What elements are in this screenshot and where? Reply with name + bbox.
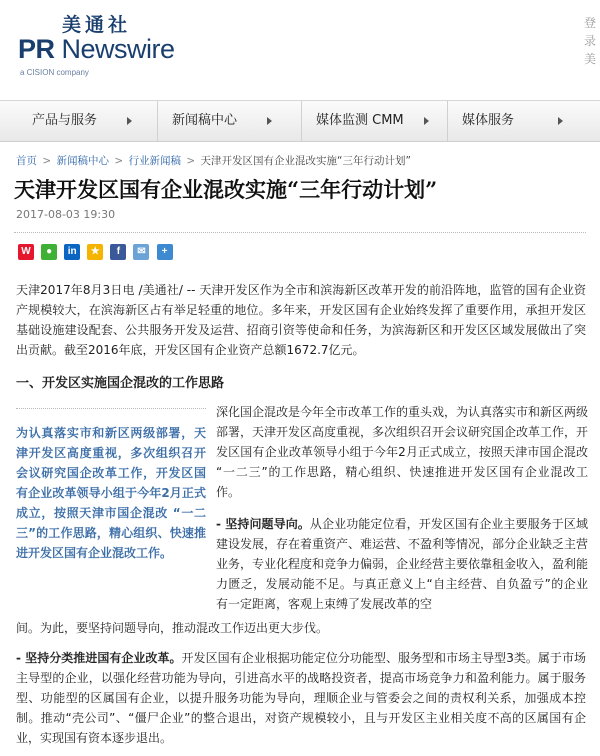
paragraph-lead: - 坚持分类推进国有企业改革。 bbox=[16, 651, 182, 665]
logo-pr: PR bbox=[18, 34, 62, 64]
weibo-icon[interactable]: W bbox=[18, 244, 34, 260]
nav-item-media-services[interactable] bbox=[448, 101, 600, 141]
breadcrumb-current: 天津开发区国有企业混改实施“三年行动计划” bbox=[200, 155, 411, 167]
breadcrumb bbox=[16, 153, 411, 168]
main-nav bbox=[0, 100, 600, 142]
paragraph-lead: - 坚持问题导向。 bbox=[216, 517, 310, 531]
header-right-fragment[interactable]: 登 bbox=[583, 16, 596, 30]
header-right-links[interactable] bbox=[568, 14, 596, 66]
article-paragraph: 天津2017年8月3日电 /美通社/ -- 天津开发区作为全市和滨海新区改革开发的前沿阵地，监管的国有企业资产规模较大，在滨海新区占有举足轻重的地位。多年来，开发区国有企业始终发挥了重要作用，承担开发区基础设施建设配套、公共服务开发及运营、招商引资等使命和任务，为滨海新区和开发区区域发展做出了突出贡献。截至2016年底，开发区国有企业资产总额1672.7亿元。 bbox=[16, 283, 586, 357]
chevron-right-icon bbox=[127, 117, 132, 125]
breadcrumb-separator: > bbox=[186, 155, 196, 167]
nav-item-products[interactable] bbox=[18, 101, 158, 141]
breadcrumb-industry[interactable]: 行业新闻稿 bbox=[128, 155, 181, 167]
more-icon[interactable]: + bbox=[157, 244, 173, 260]
facebook-icon[interactable]: f bbox=[110, 244, 126, 260]
breadcrumb-news-center[interactable]: 新闻稿中心 bbox=[56, 155, 109, 167]
nav-item-label: 产品与服务 bbox=[32, 113, 98, 128]
nav-item-label: 媒体监测 CMM bbox=[316, 113, 404, 128]
logo-chinese[interactable]: 美通社 bbox=[62, 14, 132, 36]
qzone-icon[interactable]: ★ bbox=[87, 244, 103, 260]
chevron-right-icon bbox=[558, 117, 563, 125]
article-paragraph: 深化国企混改是今年全市改革工作的重头戏，为认真落实市和新区两级部署，天津开发区高度重视，多次组织召开会议研究国企改革工作，开发区国有企业改革领导小组于今年2月正式成立，按照天津市国企混改 “一二三”的工作思路，精心组织、快速推进开发区国有企业混改工作。 bbox=[216, 405, 589, 499]
paragraph-body: 从企业功能定位看，开发区国有企业主要服务于区域建设发展，存在着重资产、难运营、不盈利等情况，部分企业缺乏主营业务，专业化程度和竞争力偏弱，企业经营主要依靠租金收入，盈利能力匮乏，发展动能不足。与真正意义上“自主经营、自负盈亏”的企业有一定距离，客观上束缚了发展改革的空 bbox=[216, 517, 589, 611]
share-bar bbox=[18, 244, 175, 262]
pull-quote: 为认真落实市和新区两级部署，天津开发区高度重视，多次组织召开会议研究国企改革工作，开发区国有企业改革领导小组于今年2月正式成立，按照天津市国企混改 “一二三”的工作思路，精心组织、快速推进开发区国有企业混改工作。 bbox=[16, 408, 206, 563]
email-icon[interactable]: ✉ bbox=[133, 244, 149, 260]
divider bbox=[14, 232, 586, 233]
paragraph-body: 开发区国有企业根据功能定位分功能型、服务型和市场主导型3类。属于市场主导型的企业，以强化经营功能为导向，引进高水平的战略投资者，提高市场竞争力和盈利能力。属于服务型、功能型的区属国有企业，以提升服务功能为导向，理顺企业与管委会之间的责权利关系，加强成本控制。推动“壳公司”、“僵尸企业”的整合退出，对资产规模较小，且与开发区主业相关度不高的区属国有企业，实现国有资本逐步退出。 bbox=[16, 651, 586, 745]
chevron-right-icon bbox=[267, 117, 272, 125]
chevron-right-icon bbox=[424, 117, 429, 125]
site-header bbox=[0, 0, 600, 96]
linkedin-icon[interactable]: in bbox=[64, 244, 80, 260]
article-paragraph: 间。为此，要坚持问题导向，推动混改工作迈出更大步伐。 bbox=[16, 621, 329, 635]
article-title: 天津开发区国有企业混改实施“三年行动计划” bbox=[14, 177, 438, 202]
logo-tagline: a CISION company bbox=[20, 68, 89, 77]
section-heading: 一、开发区实施国企混改的工作思路 bbox=[16, 376, 225, 391]
breadcrumb-separator: > bbox=[114, 155, 124, 167]
nav-item-cmm[interactable] bbox=[302, 101, 448, 141]
article-paragraph bbox=[216, 514, 588, 614]
nav-item-label: 媒体服务 bbox=[462, 113, 515, 128]
wechat-icon[interactable]: ● bbox=[41, 244, 57, 260]
logo-newswire: Newswire bbox=[61, 34, 175, 64]
article-paragraph bbox=[16, 648, 586, 748]
nav-item-label: 新闻稿中心 bbox=[172, 113, 238, 128]
breadcrumb-home[interactable]: 首页 bbox=[16, 155, 37, 167]
nav-item-news-center[interactable] bbox=[158, 101, 302, 141]
header-right-fragment[interactable]: 美 bbox=[583, 52, 596, 66]
article-date: 2017-08-03 19:30 bbox=[16, 208, 116, 221]
logo-prnewswire[interactable] bbox=[18, 34, 175, 65]
header-right-fragment[interactable]: 录 bbox=[583, 34, 596, 48]
breadcrumb-separator: > bbox=[42, 155, 52, 167]
